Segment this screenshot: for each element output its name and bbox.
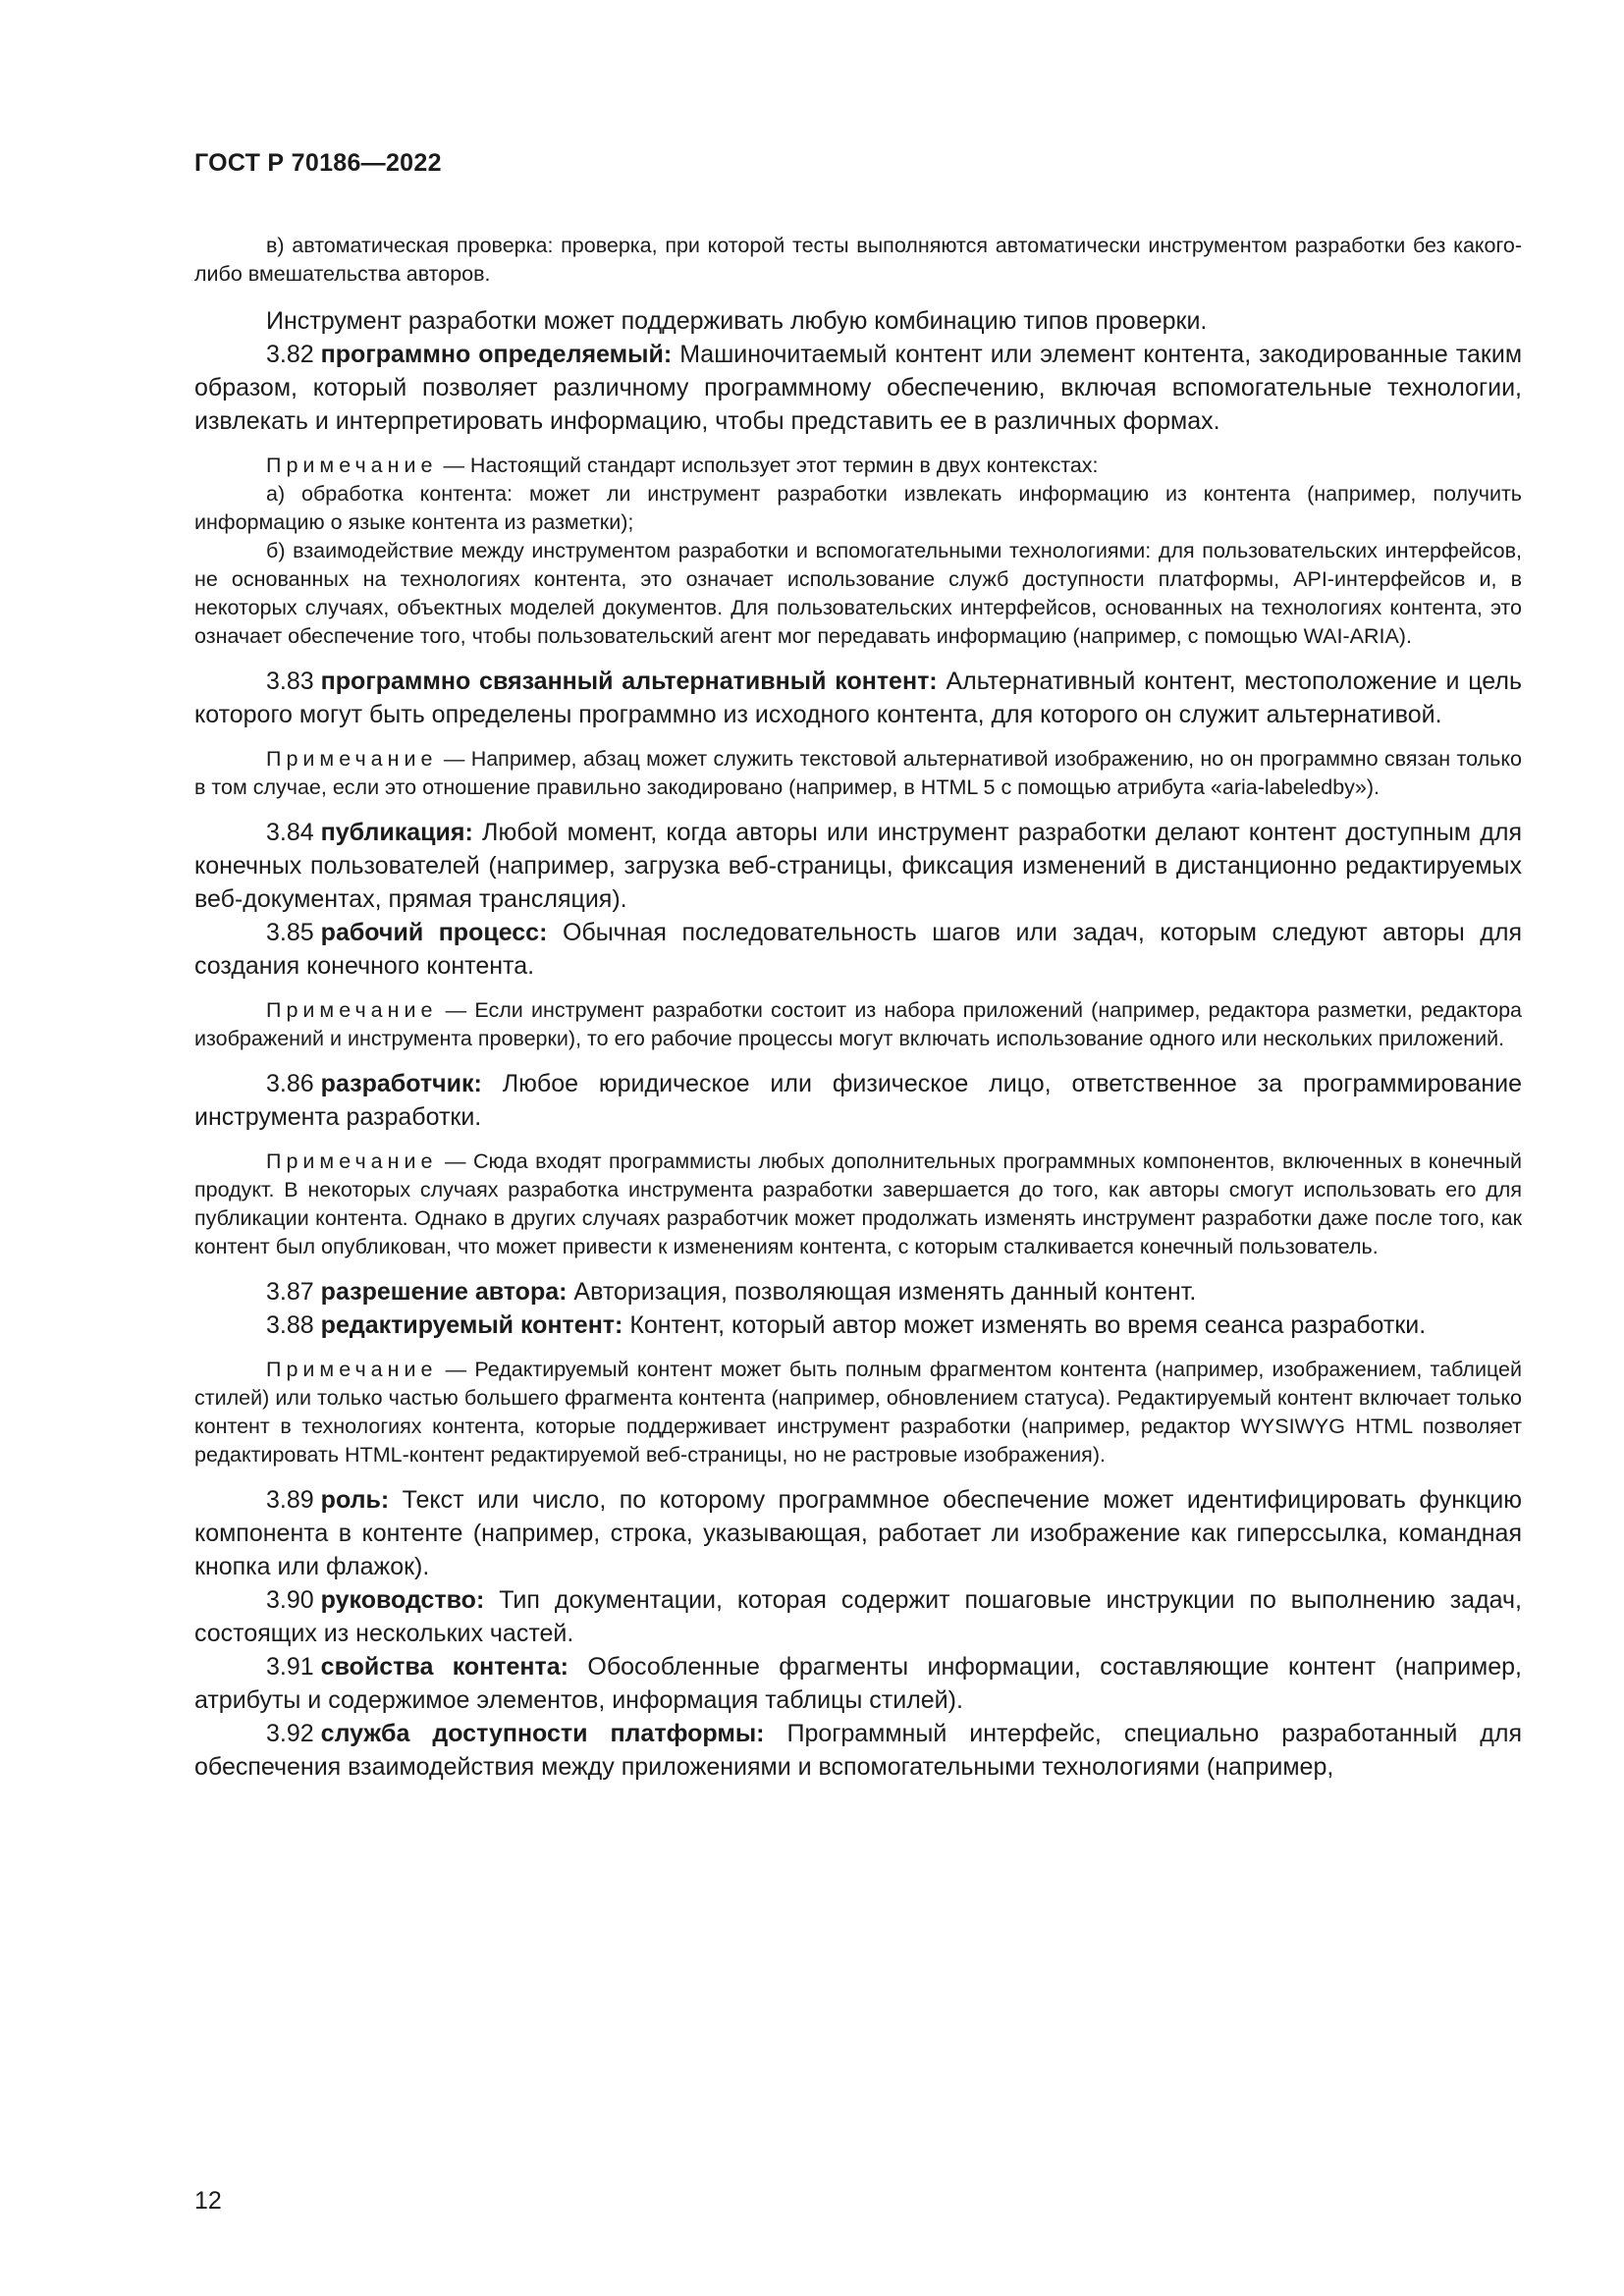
note	[194, 996, 1522, 1053]
definition-number: 3.89	[266, 1486, 314, 1514]
document-code: ГОСТ Р 70186—2022	[194, 149, 442, 177]
definition-text: Обособленные фрагменты информации, составляющие контент (например, атрибуты и содержимое элементов, информация таблицы стилей).	[194, 1653, 1522, 1714]
note-text: — Сюда входят программисты любых дополнительных программных компонентов, включенных в конечный продукт. В некоторых случаях разработка инструмента разработки завершается до того, как авторы смогут использовать его для публикации контента. Однако в других случаях разработчик может продолжать изменять инструмент разработки даже после того, как контент был опубликован, что может привести к изменениям контента, с которым сталкивается конечный пользователь.	[194, 1149, 1522, 1258]
definition-3-85	[194, 916, 1522, 983]
definition-term: служба доступности платформы:	[320, 1720, 765, 1747]
definition-text: Текст или число, по которому программное обеспечение может идентифицировать функцию компонента в контенте (например, строка, указывающая, работает ли изображение как гиперссылка, командная кнопка или флажок).	[194, 1486, 1522, 1580]
note-label: Примечание	[266, 747, 438, 771]
definition-term: свойства контента:	[320, 1653, 568, 1681]
definition-number: 3.90	[266, 1586, 314, 1614]
definition-term: программно определяемый:	[320, 341, 673, 368]
note-text: — Например, абзац может служить текстовой альтернативой изображению, но он программно связан только в том случае, если это отношение правильно закодировано (например, в HTML 5 с помощью атрибута «aria-labeledby»).	[194, 747, 1522, 799]
definition-term: программно связанный альтернативный контент:	[320, 667, 938, 695]
definition-text: Авторизация, позволяющая изменять данный контент.	[573, 1278, 1197, 1306]
definition-text: Обычная последовательность шагов или задач, которым следуют авторы для создания конечного контента.	[194, 919, 1522, 980]
note	[194, 452, 1522, 480]
definition-number: 3.83	[266, 667, 314, 695]
definition-3-83	[194, 665, 1522, 731]
definition-number: 3.85	[266, 919, 314, 946]
note-text: — Редактируемый контент может быть полным фрагментом контента (например, изображением, таблицей стилей) или только частью большего фрагмента контента (например, обновлением статуса). Редактируемый контент включает только контент в технологиях контента, которые поддерживает инструмент разработки (например, редактор WYSIWYG HTML позволяет редактировать HTML-контент редактируемой веб-страницы, но не растровые изображения).	[194, 1358, 1522, 1467]
definition-3-91	[194, 1650, 1522, 1717]
definition-text: Любой момент, когда авторы или инструмент разработки делают контент доступным для конечных пользователей (например, загрузка веб-страницы, фиксация изменений в дистанционно редактируемых веб-документах, прямая трансляция).	[194, 819, 1522, 913]
definition-3-90	[194, 1583, 1522, 1650]
note	[194, 1356, 1522, 1469]
definition-text: Любое юридическое или физическое лицо, ответственное за программирование инструмента разработки.	[194, 1070, 1522, 1131]
definition-text: Контент, который автор может изменять во время сеанса разработки.	[629, 1311, 1427, 1339]
note	[194, 745, 1522, 802]
definition-3-82	[194, 338, 1522, 438]
document-body	[194, 232, 1522, 1784]
note-text: — Если инструмент разработки состоит из набора приложений (например, редактора разметки, редактора изображений и инструмента проверки), то его рабочие процессы могут включать использование одного или нескольких приложений.	[194, 998, 1522, 1050]
definition-number: 3.87	[266, 1278, 314, 1306]
note-text: — Настоящий стандарт использует этот термин в двух контекстах:	[443, 454, 1099, 477]
definition-term: публикация:	[320, 819, 473, 846]
note-item: а) обработка контента: может ли инструмент разработки извлекать информацию из контента (например, получить информацию о языке контента из разметки);	[194, 482, 1522, 534]
note-label: Примечание	[266, 454, 438, 477]
definition-term: роль:	[320, 1486, 390, 1514]
note-item: б) взаимодействие между инструментом разработки и вспомогательными технологиями: для пользовательских интерфейсов, не основанных на технологиях контента, это означает использование служб доступности платформы, API-интерфейсов и, в некоторых случаях, объектных моделей документов. Для пользовательских интерфейсов, основанных на технологиях контента, это означает обеспечение того, чтобы пользовательский агент мог передавать информацию (например, с помощью WAI-ARIA).	[194, 539, 1522, 648]
definition-text: Программный интерфейс, специально разработанный для обеспечения взаимодействия между приложениями и вспомогательными технологиями (например,	[194, 1720, 1522, 1781]
paragraph: Инструмент разработки может поддерживать любую комбинацию типов проверки.	[266, 307, 1208, 335]
definition-term: рабочий процесс:	[320, 919, 548, 946]
definition-3-88	[194, 1308, 1522, 1342]
definition-text: Машиночитаемый контент или элемент контента, закодированные таким образом, который позволяет различному программному обеспечению, включая вспомогательные технологии, извлекать и интерпретировать информацию, чтобы представить ее в различных формах.	[194, 341, 1523, 435]
definition-number: 3.84	[266, 819, 314, 846]
definition-3-86	[194, 1067, 1522, 1134]
definition-text: Альтернативный контент, местоположение и цель которого могут быть определены программно из исходного контента, для которого он служит альтернативой.	[194, 667, 1522, 728]
definition-number: 3.91	[266, 1653, 314, 1681]
definition-term: разрешение автора:	[320, 1278, 568, 1306]
note	[194, 1148, 1522, 1261]
definition-term: редактируемый контент:	[320, 1311, 623, 1339]
definition-3-87	[194, 1275, 1522, 1308]
definition-term: разработчик:	[320, 1070, 482, 1097]
list-item: в) автоматическая проверка: проверка, при которой тесты выполняются автоматически инструментом разработки без какого-либо вмешательства авторов.	[194, 234, 1522, 286]
definition-number: 3.86	[266, 1070, 314, 1097]
definition-term: руководство:	[320, 1586, 485, 1614]
definition-number: 3.92	[266, 1720, 314, 1747]
note-label: Примечание	[266, 1149, 438, 1173]
definition-text: Тип документации, которая содержит пошаговые инструкции по выполнению задач, состоящих из нескольких частей.	[194, 1586, 1522, 1647]
definition-number: 3.88	[266, 1311, 314, 1339]
definition-3-92	[194, 1717, 1522, 1784]
note-label: Примечание	[266, 1358, 438, 1381]
definition-number: 3.82	[266, 341, 314, 368]
definition-3-89	[194, 1483, 1522, 1583]
definition-3-84	[194, 816, 1522, 916]
note-label: Примечание	[266, 998, 438, 1022]
page-number: 12	[194, 2187, 222, 2215]
